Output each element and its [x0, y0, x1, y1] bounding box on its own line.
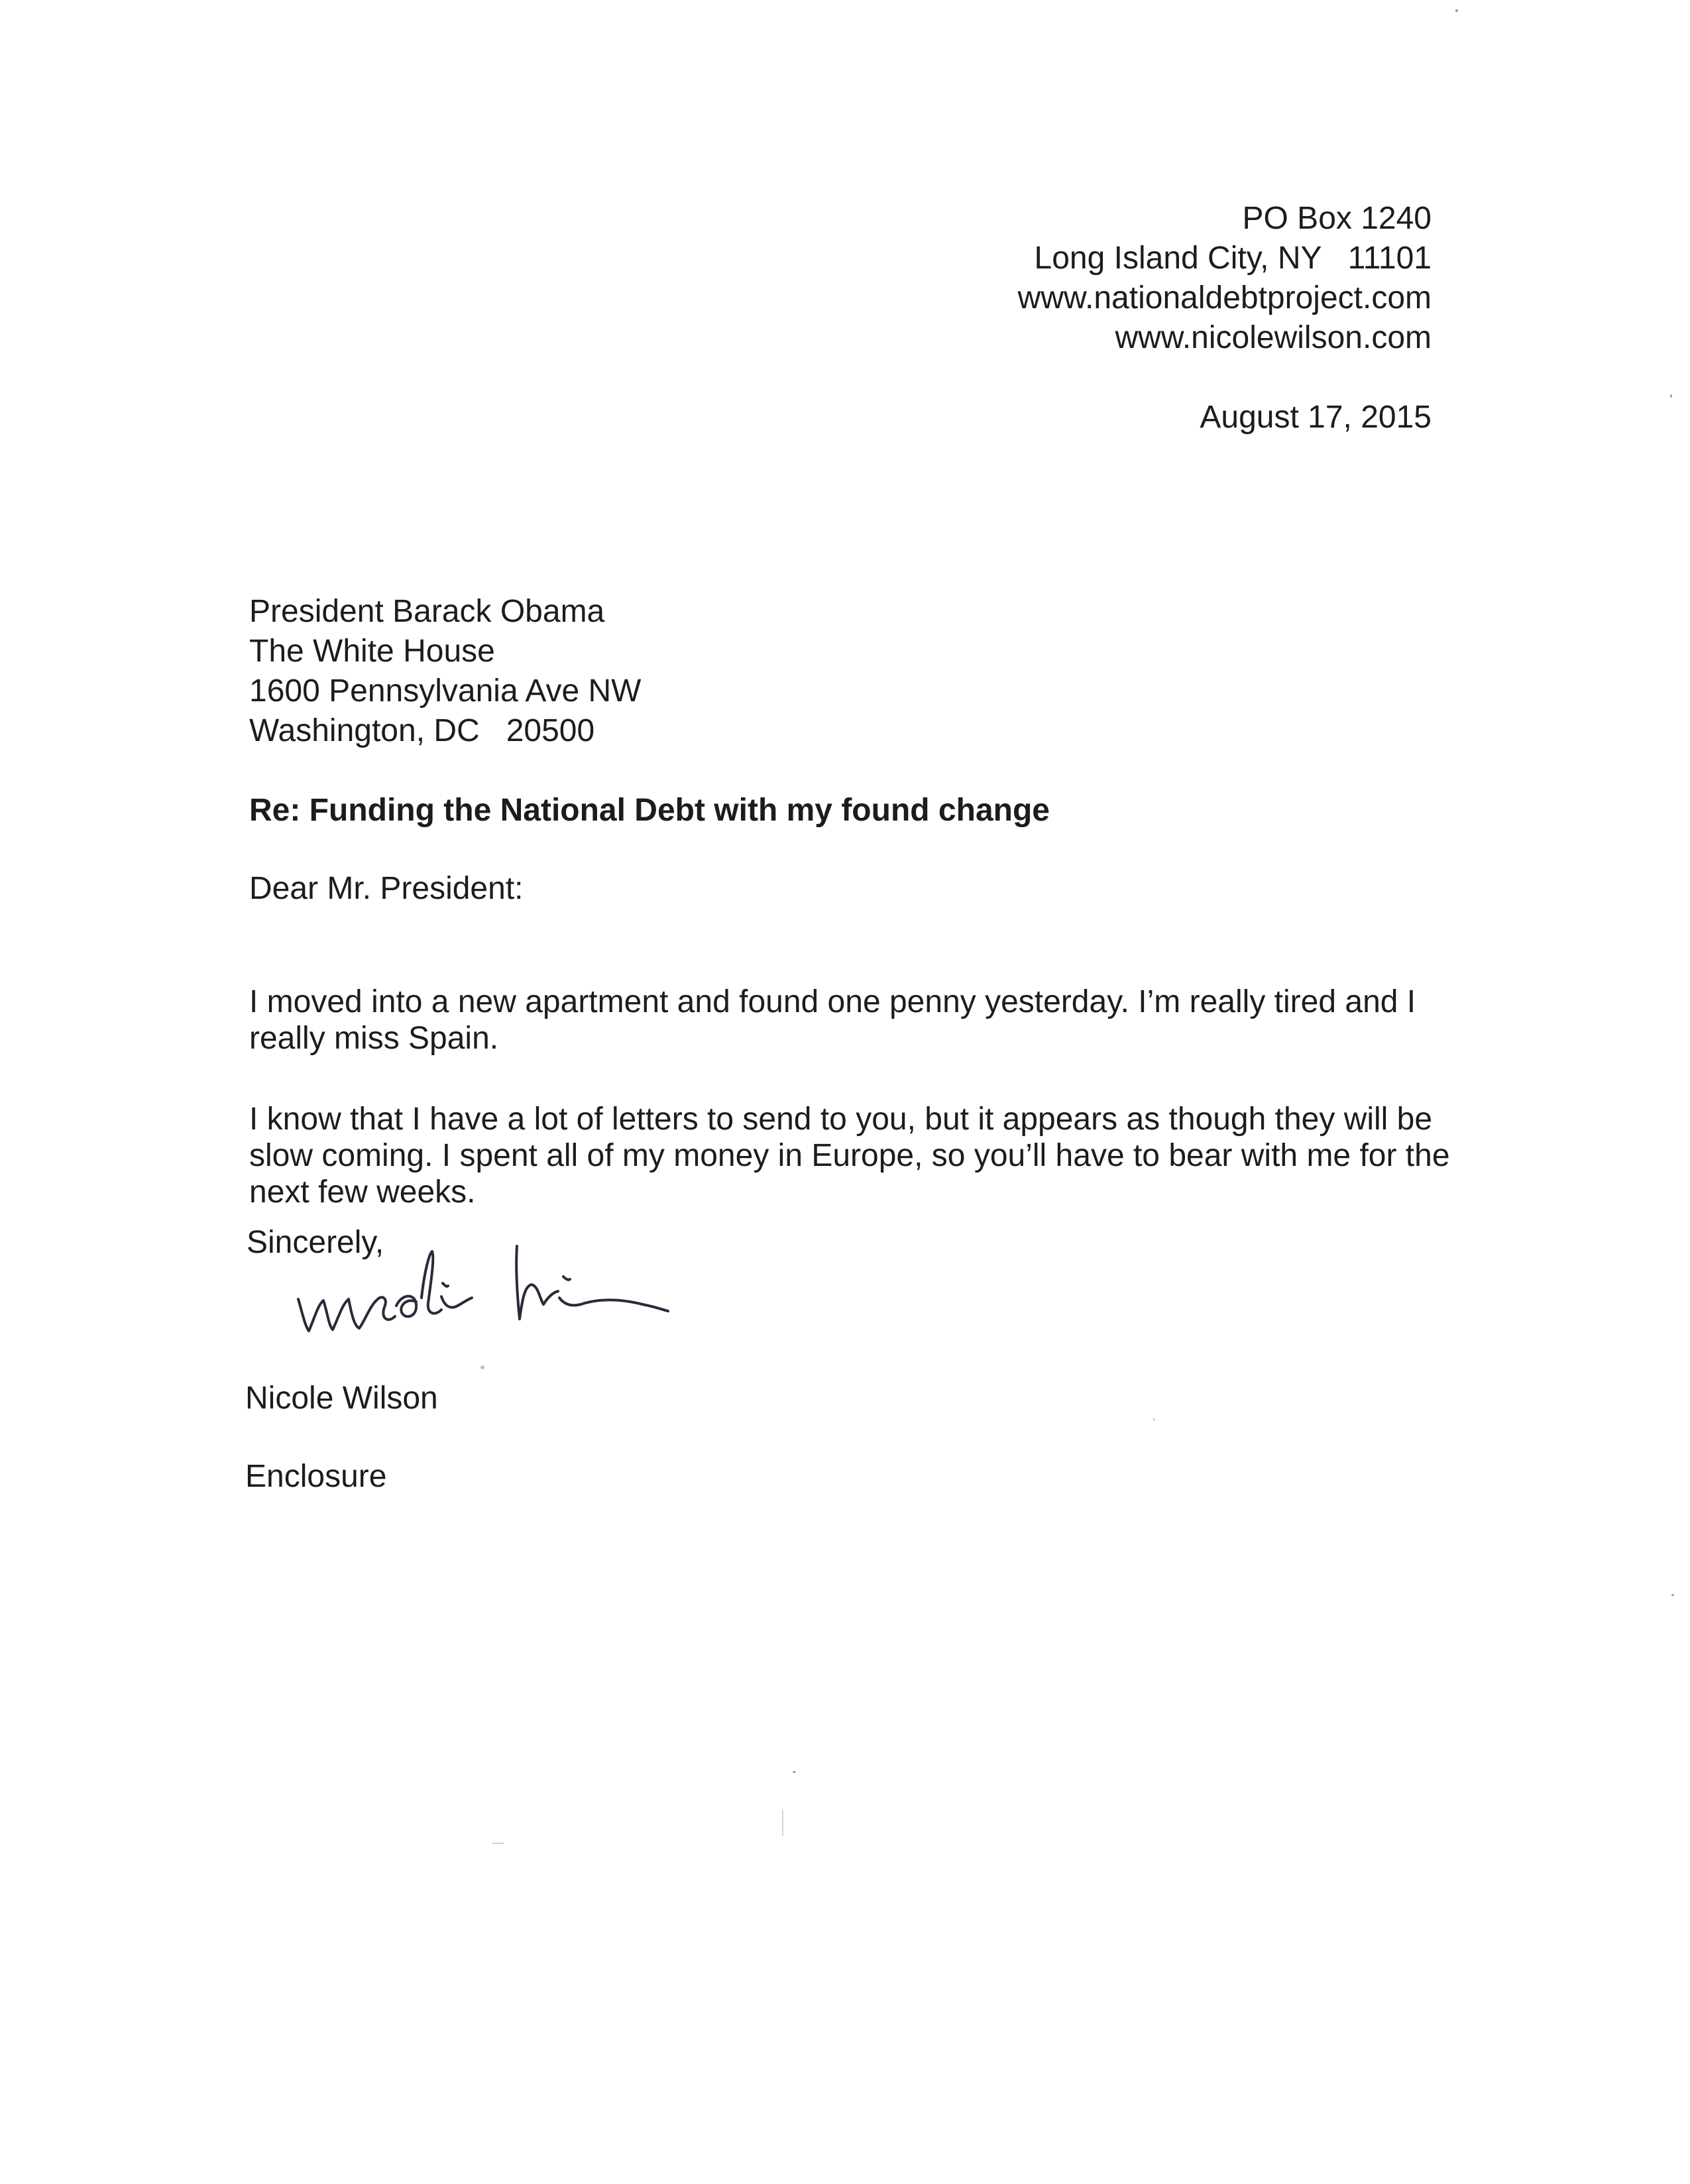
sender-address-block [1018, 199, 1432, 358]
recipient-address-block [249, 592, 641, 751]
enclosure-note: Enclosure [245, 1459, 387, 1494]
scan-speck [1671, 1594, 1674, 1596]
sender-website-personal: www.nicolewilson.com [1115, 320, 1432, 355]
scan-speck [480, 1365, 484, 1369]
sender-website-project: www.nationaldebtproject.com [1017, 280, 1432, 316]
scan-speck [782, 1810, 783, 1836]
signer-name: Nicole Wilson [245, 1381, 438, 1416]
sender-city-state-zip: Long Island City, NY 11101 [1034, 241, 1432, 276]
body-paragraph: I moved into a new apartment and found one penny yesterday. I’m really tired and I really miss Spain. [249, 984, 1416, 1056]
body-paragraph: I know that I have a lot of letters to send to you, but it appears as though they will be slow coming. I spent all of my money in Europe, so you’ll have to bear with me for the next few weeks. [249, 1102, 1450, 1210]
salutation: Dear Mr. President: [249, 871, 524, 906]
letter-date: August 17, 2015 [1200, 400, 1432, 435]
scan-speck [1670, 394, 1672, 398]
recipient-city-state-zip: Washington, DC 20500 [249, 713, 595, 748]
handwritten-signature [285, 1220, 736, 1365]
scan-speck [492, 1843, 504, 1844]
recipient-name: President Barack Obama [249, 594, 605, 629]
sender-po-box: PO Box 1240 [1242, 201, 1432, 236]
scan-speck [1153, 1418, 1155, 1420]
scan-speck [793, 1771, 796, 1773]
scan-speck [1455, 9, 1458, 12]
closing: Sincerely, [247, 1225, 384, 1260]
recipient-organization: The White House [249, 634, 495, 669]
subject-line: Re: Funding the National Debt with my found change [249, 793, 1050, 828]
recipient-street: 1600 Pennsylvania Ave NW [249, 673, 642, 709]
